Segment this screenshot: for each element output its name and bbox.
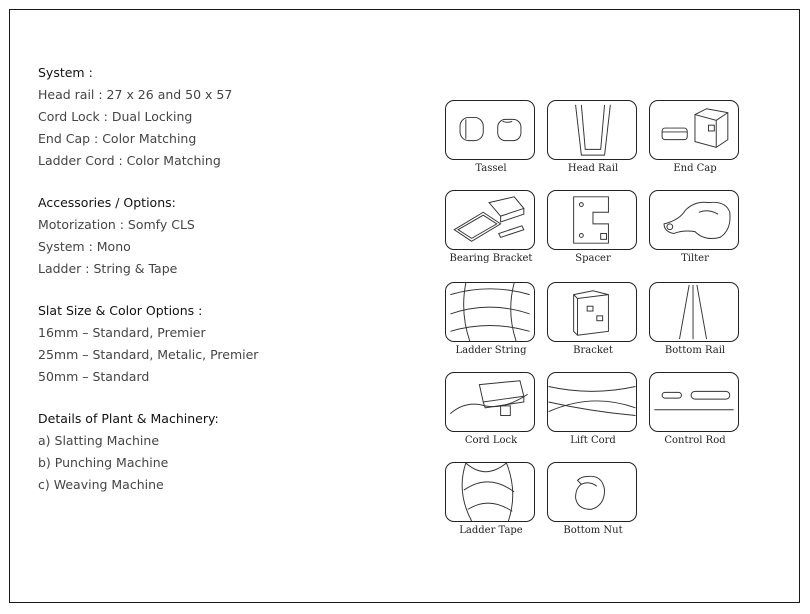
tilter-icon <box>649 190 739 250</box>
part-bracket <box>547 282 639 356</box>
part-cord-lock <box>445 372 537 446</box>
part-end-cap <box>649 100 741 174</box>
head-rail-icon <box>547 100 637 160</box>
part-label: Control Rod <box>664 435 726 446</box>
part-label: Ladder Tape <box>459 525 523 536</box>
section-heading: Accessories / Options: <box>38 195 176 210</box>
part-label: Tilter <box>681 253 709 264</box>
bracket-icon <box>547 282 637 342</box>
part-ladder-tape <box>445 462 537 536</box>
part-label: Bottom Nut <box>563 525 623 536</box>
slat-options-section <box>38 300 398 388</box>
plant-machinery-section <box>38 408 398 496</box>
bottom-nut-icon <box>547 462 637 522</box>
specifications <box>38 62 398 516</box>
part-label: Bracket <box>573 345 613 356</box>
ladder-string-icon <box>445 282 535 342</box>
bearing-bracket-icon <box>445 190 535 250</box>
spec-line: b) Punching Machine <box>38 455 169 470</box>
part-label: Head Rail <box>567 163 619 174</box>
part-control-rod <box>649 372 741 446</box>
spec-line: System : Mono <box>38 239 131 254</box>
part-label: Lift Cord <box>570 435 616 446</box>
spec-line: 25mm – Standard, Metalic, Premier <box>38 347 259 362</box>
end-cap-icon <box>649 100 739 160</box>
section-heading: Details of Plant & Machinery: <box>38 411 219 426</box>
bottom-rail-icon <box>649 282 739 342</box>
accessories-section <box>38 192 398 280</box>
part-bearing-bracket <box>445 190 537 264</box>
parts-grid <box>445 100 745 550</box>
spec-line: Ladder : String & Tape <box>38 261 178 276</box>
tassel-icon <box>445 100 535 160</box>
part-bottom-nut <box>547 462 639 536</box>
part-spacer <box>547 190 639 264</box>
part-label: Spacer <box>575 253 611 264</box>
system-section <box>38 62 398 172</box>
part-label: Cord Lock <box>464 435 518 446</box>
spec-line: 16mm – Standard, Premier <box>38 325 206 340</box>
spec-line: 50mm – Standard <box>38 369 150 384</box>
part-label: Tassel <box>475 163 507 174</box>
spec-line: End Cap : Color Matching <box>38 131 197 146</box>
part-tilter <box>649 190 741 264</box>
part-head-rail <box>547 100 639 174</box>
control-rod-icon <box>649 372 739 432</box>
spec-line: Ladder Cord : Color Matching <box>38 153 221 168</box>
part-label: Ladder String <box>455 345 527 356</box>
part-label: End Cap <box>673 163 717 174</box>
spec-line: Motorization : Somfy CLS <box>38 217 195 232</box>
spacer-icon <box>547 190 637 250</box>
ladder-tape-icon <box>445 462 535 522</box>
spec-line: c) Weaving Machine <box>38 477 164 492</box>
spec-line: Head rail : 27 x 26 and 50 x 57 <box>38 87 233 102</box>
spec-line: Cord Lock : Dual Locking <box>38 109 193 124</box>
part-bottom-rail <box>649 282 741 356</box>
part-label: Bearing Bracket <box>449 253 533 264</box>
lift-cord-icon <box>547 372 637 432</box>
cord-lock-icon <box>445 372 535 432</box>
section-heading: System : <box>38 65 93 80</box>
part-label: Bottom Rail <box>664 345 726 356</box>
part-lift-cord <box>547 372 639 446</box>
spec-line: a) Slatting Machine <box>38 433 160 448</box>
part-tassel <box>445 100 537 174</box>
part-ladder-string <box>445 282 537 356</box>
section-heading: Slat Size & Color Options : <box>38 303 203 318</box>
